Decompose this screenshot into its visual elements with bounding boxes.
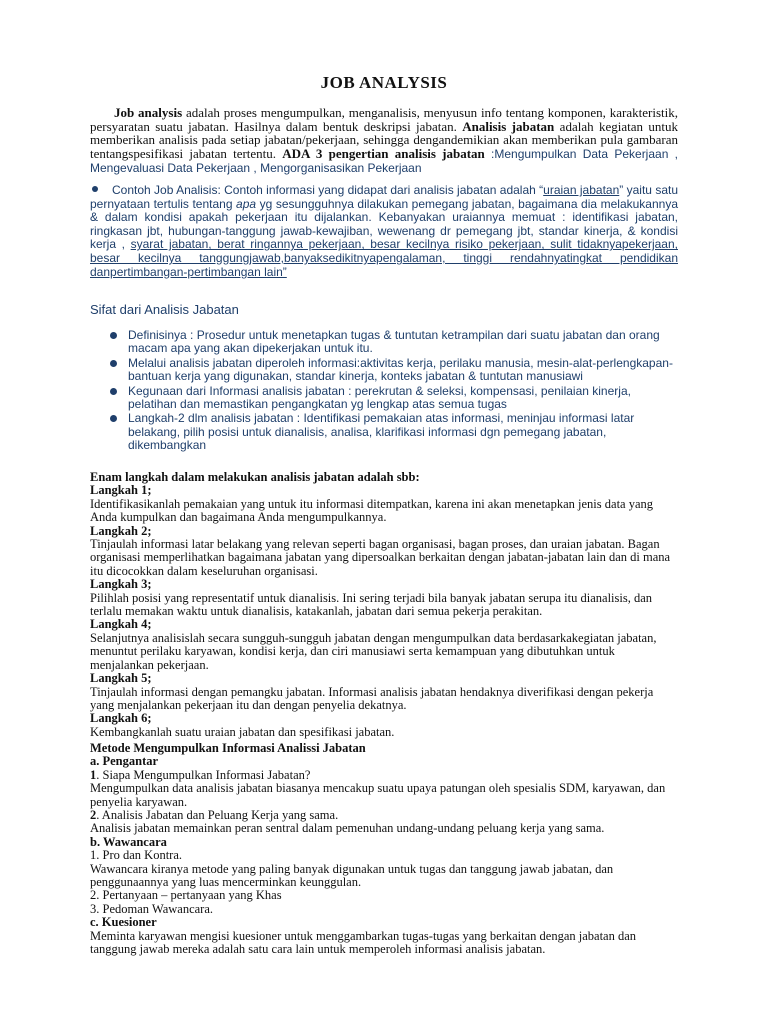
step-text: Kembangkanlah suatu uraian jabatan dan spesifikasi jabatan.: [90, 724, 395, 739]
a2-line: 2. Analisis Jabatan dan Peluang Kerja yang sama.: [90, 808, 339, 823]
step-label: Langkah 3;: [90, 577, 152, 592]
subsection-a-label: a. Pengantar: [90, 754, 159, 769]
intro-paragraph: [90, 106, 678, 176]
bullet-icon: [110, 388, 117, 395]
bullet-icon: [110, 415, 117, 422]
contoh-mid-2: yg sesungguhnya dilakukan pemegang jabatan, bagaimana dia melakukannya & dalam kondisi apakah pekerjaan itu dijalankan. Kebanyakan uraiannya memuat : identifikasi jabatan, ringkasan jbt, hubungan-tanggung jawab-kewajiban, wewenang dr pemegang jbt, standar kinerja, & kondisi kerja ,: [90, 196, 678, 252]
b1-body: Wawancara kiranya metode yang paling banyak digunakan untuk tugas dan tanggung jawab jabatan, dan penggunaannya yang luas mencerminkan keunggulan.: [90, 861, 614, 890]
term-analisis-jabatan: Analisis jabatan: [462, 118, 555, 134]
sifat-list: [110, 329, 678, 454]
list-item: Definisinya : Prosedur untuk menetapkan tugas & tuntutan ketrampilan dari suatu jabatan dan orang macam apa yang akan dipekerjakan untuk itu.: [110, 329, 678, 356]
contoh-apa: apa: [236, 196, 257, 211]
step-label: Langkah 4;: [90, 617, 152, 632]
metode-section: [90, 742, 678, 957]
sifat-heading: Sifat dari Analisis Jabatan: [90, 302, 239, 317]
step-text: Selanjutnya analisislah secara sungguh-sungguh jabatan dengan mengumpulkan data berdasarkakegiatan jabatan, menuntut perilaku karyawan, kondisi kerja, dan ciri manusiawi serta kemampuan yang dibutuhkan untuk menjalankan pekerjaan.: [90, 630, 657, 672]
a1-line: 1. Siapa Mengumpulkan Informasi Jabatan?: [90, 767, 311, 782]
contoh-mid-1: ” yaitu satu pernyataan tertulis tentang: [90, 183, 679, 211]
page-title: JOB ANALYSIS: [320, 73, 448, 92]
step-text: Identifikasikanlah pemakaian yang untuk itu informasi ditempatkan, karena ini akan menetapkan jenis data yang Anda kumpulkan dan bagaimana Anda mengumpulkannya.: [90, 496, 654, 525]
intro-text-3: :Mengumpulkan Data Pekerjaan , Mengevaluasi Data Pekerjaan , Mengorganisasikan Pekerjaan: [90, 146, 678, 175]
a2-body: Analisis jabatan memainkan peran sentral dalam pemenuhan undang-undang peluang kerja yang sama.: [90, 821, 605, 836]
b3-line: 3. Pedoman Wawancara.: [90, 901, 214, 916]
bullet-icon: [110, 360, 117, 367]
list-item: Kegunaan dari Informasi analisis jabatan : perekrutan & seleksi, kompensasi, penilaian kinerja, pelatihan dan memastikan pengangkatan yg lengkap atas semua tugas: [110, 385, 678, 412]
intro-text-2: adalah kegiatan untuk memberikan analisis pada setiap jabatan/pekerjaan, sehingga dengandemikian akan memberikan pula gambaran tentangspesifikasi jabatan tertentu.: [90, 118, 678, 161]
contoh-lead: Contoh Job Analisis: Contoh informasi yang didapat dari analisis jabatan adalah “: [112, 183, 544, 197]
term-job-analysis: Job analysis: [114, 105, 183, 120]
a1-body: Mengumpulkan data analisis jabatan biasanya mencakup suatu upaya patungan oleh spesialis SDM, karyawan, dan penyelia karyawan.: [90, 781, 666, 809]
c-body: Meminta karyawan mengisi kuesioner untuk menggambarkan tugas-tugas yang berkaitan dengan jabatan dan tanggung jawab mereka adalah satu cara lain untuk memperoleh informasi analisis jabatan.: [90, 928, 637, 957]
steps-section: [90, 471, 678, 739]
step-label: Langkah 6;: [90, 711, 152, 726]
list-item: Langkah-2 dlm analisis jabatan : Identifikasi pemakaian atas informasi, meninjau informasi latar belakang, pilih posisi untuk dianalisis, analisa, klarifikasi informasi dgn pemegang jabatan, dikembangkan: [110, 412, 678, 452]
step-text: Tinjaulah informasi latar belakang yang relevan seperti bagan organisasi, bagan proses, dan uraian jabatan. Bagan organisasi memperlihatkan bagaimana jabatan yang dipersoalkan berkaitan dengan jabatan-jabatan lain dan di mana itu dicocokkan dalam keseluruhan organisasi.: [90, 537, 671, 578]
step-label: Langkah 5;: [90, 671, 152, 686]
term-ada-3: ADA 3 pengertian analisis jabatan: [282, 145, 485, 161]
intro-text-1: adalah proses mengumpulkan, menganalisis, menyusun info tentang komponen, karakteristik, persyaratan suatu jabatan. Hasilnya dalam bentuk deskripsi jabatan.: [90, 105, 678, 134]
steps-heading: Enam langkah dalam melakukan analisis jabatan adalah sbb:: [90, 470, 420, 484]
b2-line: 2. Pertanyaan – pertanyaan yang Khas: [90, 888, 282, 903]
bullet-icon: [110, 332, 117, 339]
b1-line: 1. Pro dan Kontra.: [90, 848, 182, 863]
contoh-paragraph: [90, 184, 678, 279]
subsection-c-label: c. Kuesioner: [90, 915, 157, 930]
step-text: Tinjaulah informasi dengan pemangku jabatan. Informasi analisis jabatan hendaknya diverifikasi dengan pekerja yang menjalankan pekerjaan itu dan dengan penyelia dekatnya.: [90, 684, 654, 712]
step-label: Langkah 2;: [90, 523, 152, 538]
step-text: Pilihlah posisi yang representatif untuk dianalisis. Ini sering terjadi bila banyak jabatan serupa itu dianalisis, dan terlalu memakan waktu untuk dianalisis, katakanlah, jabatan dari semua pekerja perakitan.: [90, 590, 653, 619]
uraian-jabatan-link[interactable]: uraian jabatan: [543, 183, 620, 197]
syarat-jabatan-link[interactable]: syarat jabatan, berat ringannya pekerjaan, besar kecilnya risiko pekerjaan, sulit tidaknyapekerjaan, besar kecilnya tanggungjawab,banyaksedikitnyapengalaman, tinggi rendahnyatingkat pendidikan danpertimbangan-pertimbangan lain”: [90, 237, 678, 279]
list-item: Melalui analisis jabatan diperoleh informasi:aktivitas kerja, perilaku manusia, mesin-alat-perlengkapan-bantuan kerja yang digunakan, standar kinerja, konteks jabatan & tuntutan manusiawi: [110, 357, 678, 384]
step-label: Langkah 1;: [90, 483, 152, 498]
metode-heading: Metode Mengumpulkan Informasi Analissi Jabatan: [90, 741, 366, 755]
subsection-b-label: b. Wawancara: [90, 834, 167, 849]
